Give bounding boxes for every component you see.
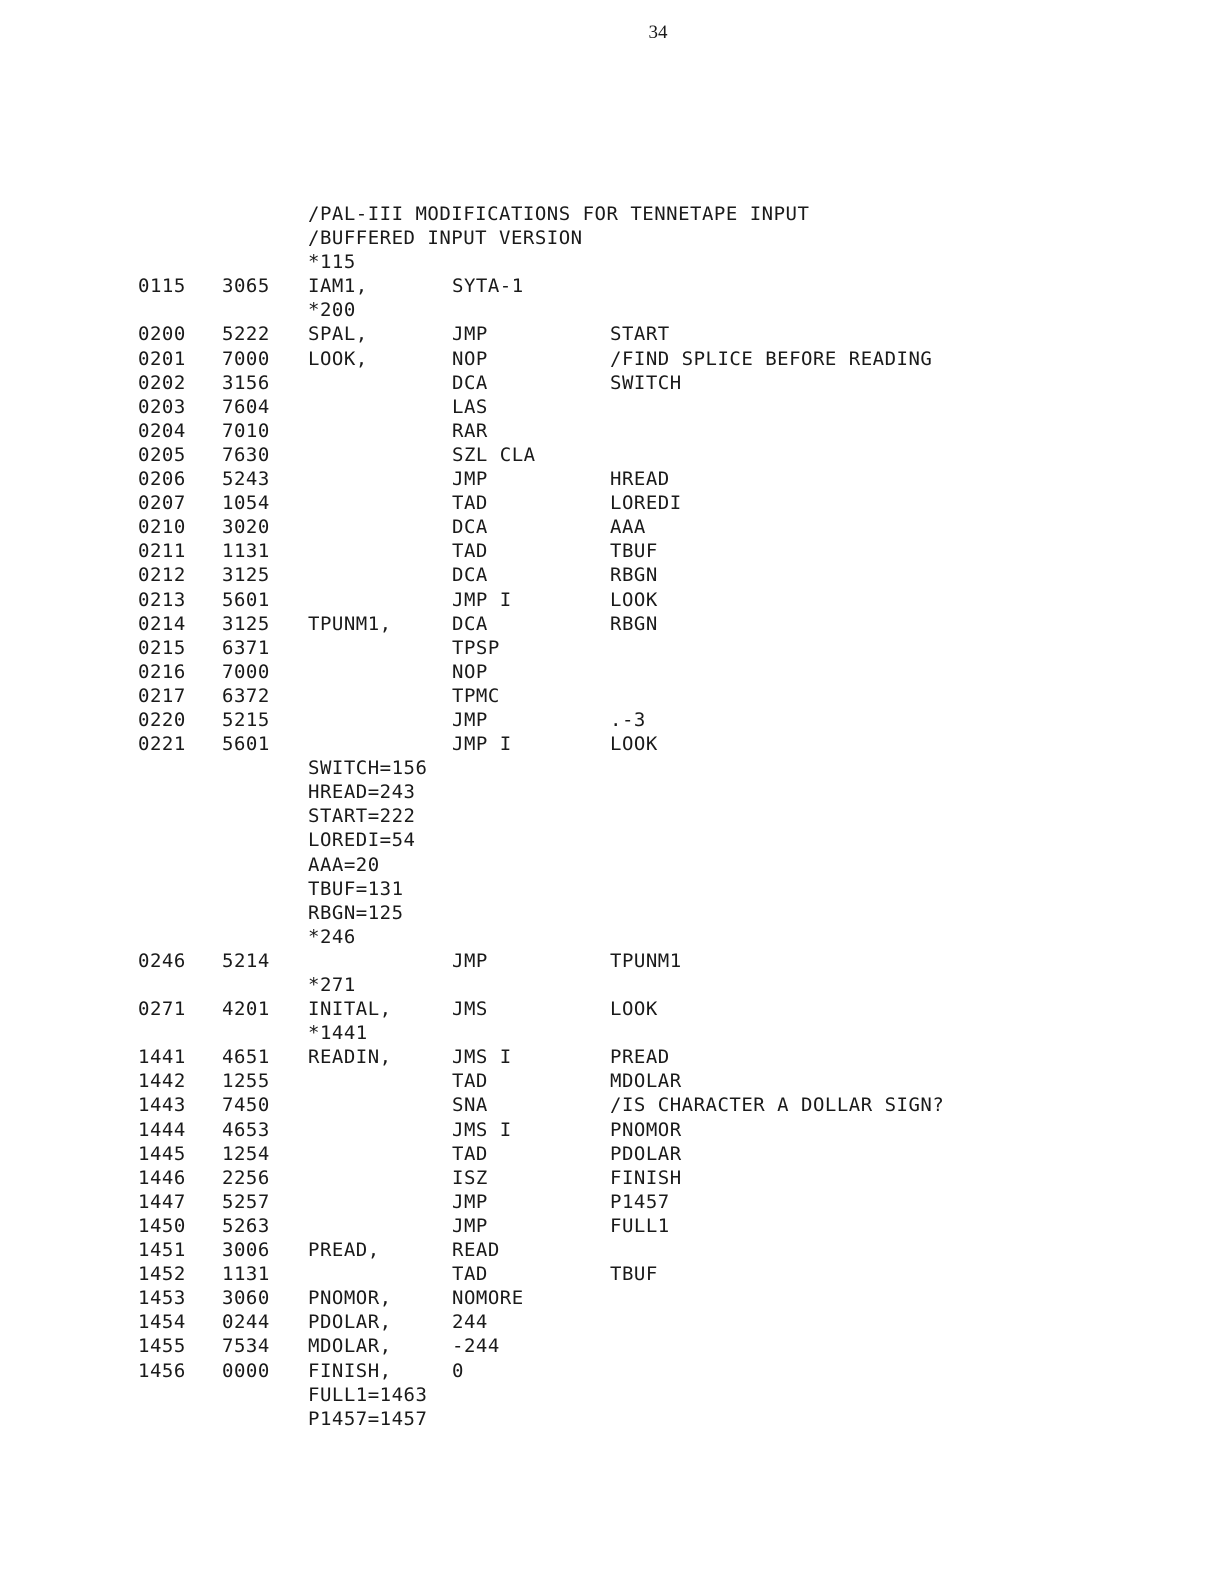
instruction-line: [0, 1166, 1224, 1190]
octal-code: 7450: [222, 1094, 270, 1117]
instruction-line: [0, 612, 1224, 636]
address: 1456: [138, 1359, 186, 1382]
instruction-line: [0, 515, 1224, 539]
address: 1450: [138, 1214, 186, 1237]
octal-code: 3125: [222, 564, 270, 587]
octal-code: 1255: [222, 1070, 270, 1093]
operation: DCA: [452, 564, 488, 587]
directive-text: /BUFFERED INPUT VERSION: [308, 227, 583, 250]
address: 0213: [138, 588, 186, 611]
address: 0205: [138, 443, 186, 466]
directive-line: [0, 202, 1224, 226]
operation: JMP: [452, 468, 488, 491]
instruction-line: [0, 467, 1224, 491]
operation: TPSP: [452, 636, 500, 659]
operation: JMS I: [452, 1046, 512, 1069]
assembly-listing: [0, 202, 1224, 1431]
instruction-line: [0, 322, 1224, 346]
octal-code: 4651: [222, 1046, 270, 1069]
operand: START: [610, 323, 670, 346]
directive-line: [0, 853, 1224, 877]
instruction-line: [0, 1045, 1224, 1069]
operation: SYTA-1: [452, 275, 524, 298]
octal-code: 7000: [222, 347, 270, 370]
symbol-label: LOOK,: [308, 347, 368, 370]
instruction-line: [0, 1142, 1224, 1166]
instruction-line: [0, 1069, 1224, 1093]
symbol-label: PNOMOR,: [308, 1287, 392, 1310]
operation: NOMORE: [452, 1287, 524, 1310]
directive-line: [0, 780, 1224, 804]
octal-code: 3006: [222, 1239, 270, 1262]
instruction-line: [0, 1238, 1224, 1262]
operand: LOREDI: [610, 492, 682, 515]
operand: P1457: [610, 1190, 670, 1213]
operation: JMP: [452, 323, 488, 346]
address: 0220: [138, 708, 186, 731]
octal-code: 3065: [222, 275, 270, 298]
octal-code: 7534: [222, 1335, 270, 1358]
octal-code: 3060: [222, 1287, 270, 1310]
octal-code: 3020: [222, 516, 270, 539]
address: 0202: [138, 371, 186, 394]
operand: PNOMOR: [610, 1118, 682, 1141]
operation: DCA: [452, 371, 488, 394]
directive-line: [0, 756, 1224, 780]
address: 0210: [138, 516, 186, 539]
directive-line: [0, 877, 1224, 901]
operation: LAS: [452, 395, 488, 418]
directive-text: *200: [308, 299, 356, 322]
operation: ISZ: [452, 1166, 488, 1189]
operand: TPUNM1: [610, 949, 682, 972]
operation: READ: [452, 1239, 500, 1262]
operation: JMS I: [452, 1118, 512, 1141]
octal-code: 7000: [222, 660, 270, 683]
address: 0204: [138, 419, 186, 442]
directive-line: [0, 226, 1224, 250]
instruction-line: [0, 443, 1224, 467]
address: 0200: [138, 323, 186, 346]
address: 1442: [138, 1070, 186, 1093]
address: 0271: [138, 998, 186, 1021]
address: 1455: [138, 1335, 186, 1358]
instruction-line: [0, 1214, 1224, 1238]
operation: TAD: [452, 540, 488, 563]
operand: RBGN: [610, 612, 658, 635]
instruction-line: [0, 732, 1224, 756]
directive-text: HREAD=243: [308, 781, 416, 804]
directive-text: *1441: [308, 1022, 368, 1045]
directive-text: RBGN=125: [308, 901, 404, 924]
directive-line: [0, 298, 1224, 322]
operand: /FIND SPLICE BEFORE READING: [610, 347, 933, 370]
operation: NOP: [452, 347, 488, 370]
symbol-label: INITAL,: [308, 998, 392, 1021]
address: 0246: [138, 949, 186, 972]
directive-text: P1457=1457: [308, 1407, 428, 1430]
operand: LOOK: [610, 588, 658, 611]
operation: DCA: [452, 516, 488, 539]
octal-code: 1254: [222, 1142, 270, 1165]
octal-code: 6371: [222, 636, 270, 659]
directive-line: [0, 901, 1224, 925]
address: 0201: [138, 347, 186, 370]
directive-text: START=222: [308, 805, 416, 828]
octal-code: 7604: [222, 395, 270, 418]
octal-code: 5601: [222, 733, 270, 756]
octal-code: 0244: [222, 1311, 270, 1334]
address: 0115: [138, 275, 186, 298]
instruction-line: [0, 1334, 1224, 1358]
instruction-line: [0, 419, 1224, 443]
operand: RBGN: [610, 564, 658, 587]
operand: /IS CHARACTER A DOLLAR SIGN?: [610, 1094, 945, 1117]
symbol-label: READIN,: [308, 1046, 392, 1069]
instruction-line: [0, 274, 1224, 298]
operand: FULL1: [610, 1214, 670, 1237]
instruction-line: [0, 1190, 1224, 1214]
directive-text: *115: [308, 251, 356, 274]
octal-code: 5215: [222, 708, 270, 731]
operation: JMP: [452, 949, 488, 972]
octal-code: 4653: [222, 1118, 270, 1141]
address: 1441: [138, 1046, 186, 1069]
symbol-label: MDOLAR,: [308, 1335, 392, 1358]
symbol-label: TPUNM1,: [308, 612, 392, 635]
instruction-line: [0, 563, 1224, 587]
directive-text: *271: [308, 974, 356, 996]
address: 0203: [138, 395, 186, 418]
octal-code: 3156: [222, 371, 270, 394]
directive-text: LOREDI=54: [308, 829, 416, 852]
address: 1451: [138, 1239, 186, 1262]
instruction-line: [0, 491, 1224, 515]
octal-code: 5214: [222, 949, 270, 972]
address: 0217: [138, 684, 186, 707]
octal-code: 5263: [222, 1214, 270, 1237]
instruction-line: [0, 1262, 1224, 1286]
octal-code: 4201: [222, 998, 270, 1021]
operation: JMP: [452, 1214, 488, 1237]
operand: PREAD: [610, 1046, 670, 1069]
directive-line: [0, 1407, 1224, 1431]
directive-text: /PAL-III MODIFICATIONS FOR TENNETAPE INPUT: [308, 203, 810, 225]
octal-code: 0000: [222, 1359, 270, 1382]
directive-text: *246: [308, 925, 356, 948]
instruction-line: [0, 1310, 1224, 1334]
instruction-line: [0, 588, 1224, 612]
operand: LOOK: [610, 733, 658, 756]
octal-code: 5601: [222, 588, 270, 611]
operand: LOOK: [610, 998, 658, 1021]
instruction-line: [0, 1286, 1224, 1310]
address: 1444: [138, 1118, 186, 1141]
operation: NOP: [452, 660, 488, 683]
directive-text: TBUF=131: [308, 877, 404, 900]
instruction-line: [0, 347, 1224, 371]
symbol-label: PREAD,: [308, 1239, 380, 1262]
address: 0214: [138, 612, 186, 635]
directive-line: [0, 250, 1224, 274]
address: 1452: [138, 1263, 186, 1286]
directive-line: [0, 1021, 1224, 1045]
address: 0216: [138, 660, 186, 683]
operand: PDOLAR: [610, 1142, 682, 1165]
address: 1447: [138, 1190, 186, 1213]
octal-code: 1131: [222, 1263, 270, 1286]
address: 1443: [138, 1094, 186, 1117]
address: 0207: [138, 492, 186, 515]
symbol-label: IAM1,: [308, 275, 368, 298]
instruction-line: [0, 1093, 1224, 1117]
address: 1453: [138, 1287, 186, 1310]
page-number-text: 34: [648, 22, 668, 43]
directive-text: FULL1=1463: [308, 1383, 428, 1406]
octal-code: 6372: [222, 684, 270, 707]
operation: -244: [452, 1335, 500, 1358]
octal-code: 1054: [222, 492, 270, 515]
instruction-line: [0, 395, 1224, 419]
operation: SZL CLA: [452, 443, 536, 466]
operand: HREAD: [610, 468, 670, 491]
address: 0206: [138, 468, 186, 491]
operation: JMS: [452, 998, 488, 1021]
symbol-label: SPAL,: [308, 323, 368, 346]
operation: 0: [452, 1359, 464, 1382]
directive-text: AAA=20: [308, 853, 380, 876]
operand: FINISH: [610, 1166, 682, 1189]
operand: SWITCH: [610, 371, 682, 394]
address: 0215: [138, 636, 186, 659]
operand: TBUF: [610, 540, 658, 563]
operation: RAR: [452, 419, 488, 442]
instruction-line: [0, 1118, 1224, 1142]
operation: TAD: [452, 1263, 488, 1286]
symbol-label: PDOLAR,: [308, 1311, 392, 1334]
instruction-line: [0, 371, 1224, 395]
address: 1445: [138, 1142, 186, 1165]
address: 1446: [138, 1166, 186, 1189]
operation: JMP I: [452, 588, 512, 611]
instruction-line: [0, 660, 1224, 684]
directive-line: [0, 828, 1224, 852]
operation: JMP: [452, 1190, 488, 1213]
octal-code: 1131: [222, 540, 270, 563]
operation: 244: [452, 1311, 488, 1334]
operand: MDOLAR: [610, 1070, 682, 1093]
instruction-line: [0, 708, 1224, 732]
operation: TAD: [452, 1142, 488, 1165]
instruction-line: [0, 684, 1224, 708]
octal-code: 5257: [222, 1190, 270, 1213]
octal-code: 2256: [222, 1166, 270, 1189]
operation: TPMC: [452, 684, 500, 707]
operand: TBUF: [610, 1263, 658, 1286]
operand: AAA: [610, 516, 646, 539]
instruction-line: [0, 636, 1224, 660]
operand: .-3: [610, 708, 646, 731]
directive-line: [0, 804, 1224, 828]
operation: JMP: [452, 708, 488, 731]
instruction-line: [0, 1359, 1224, 1383]
instruction-line: [0, 997, 1224, 1021]
octal-code: 7010: [222, 419, 270, 442]
directive-line: [0, 925, 1224, 949]
address: 0212: [138, 564, 186, 587]
octal-code: 5243: [222, 468, 270, 491]
page-number: [0, 22, 1224, 44]
octal-code: 3125: [222, 612, 270, 635]
directive-line: [0, 1383, 1224, 1407]
directive-text: SWITCH=156: [308, 757, 428, 780]
address: 0221: [138, 733, 186, 756]
instruction-line: [0, 539, 1224, 563]
operation: DCA: [452, 612, 488, 635]
operation: SNA: [452, 1094, 488, 1117]
instruction-line: [0, 949, 1224, 973]
octal-code: 5222: [222, 323, 270, 346]
operation: TAD: [452, 1070, 488, 1093]
operation: JMP I: [452, 733, 512, 756]
symbol-label: FINISH,: [308, 1359, 392, 1382]
octal-code: 7630: [222, 443, 270, 466]
address: 0211: [138, 540, 186, 563]
address: 1454: [138, 1311, 186, 1334]
operation: TAD: [452, 492, 488, 515]
directive-line: [0, 973, 1224, 997]
